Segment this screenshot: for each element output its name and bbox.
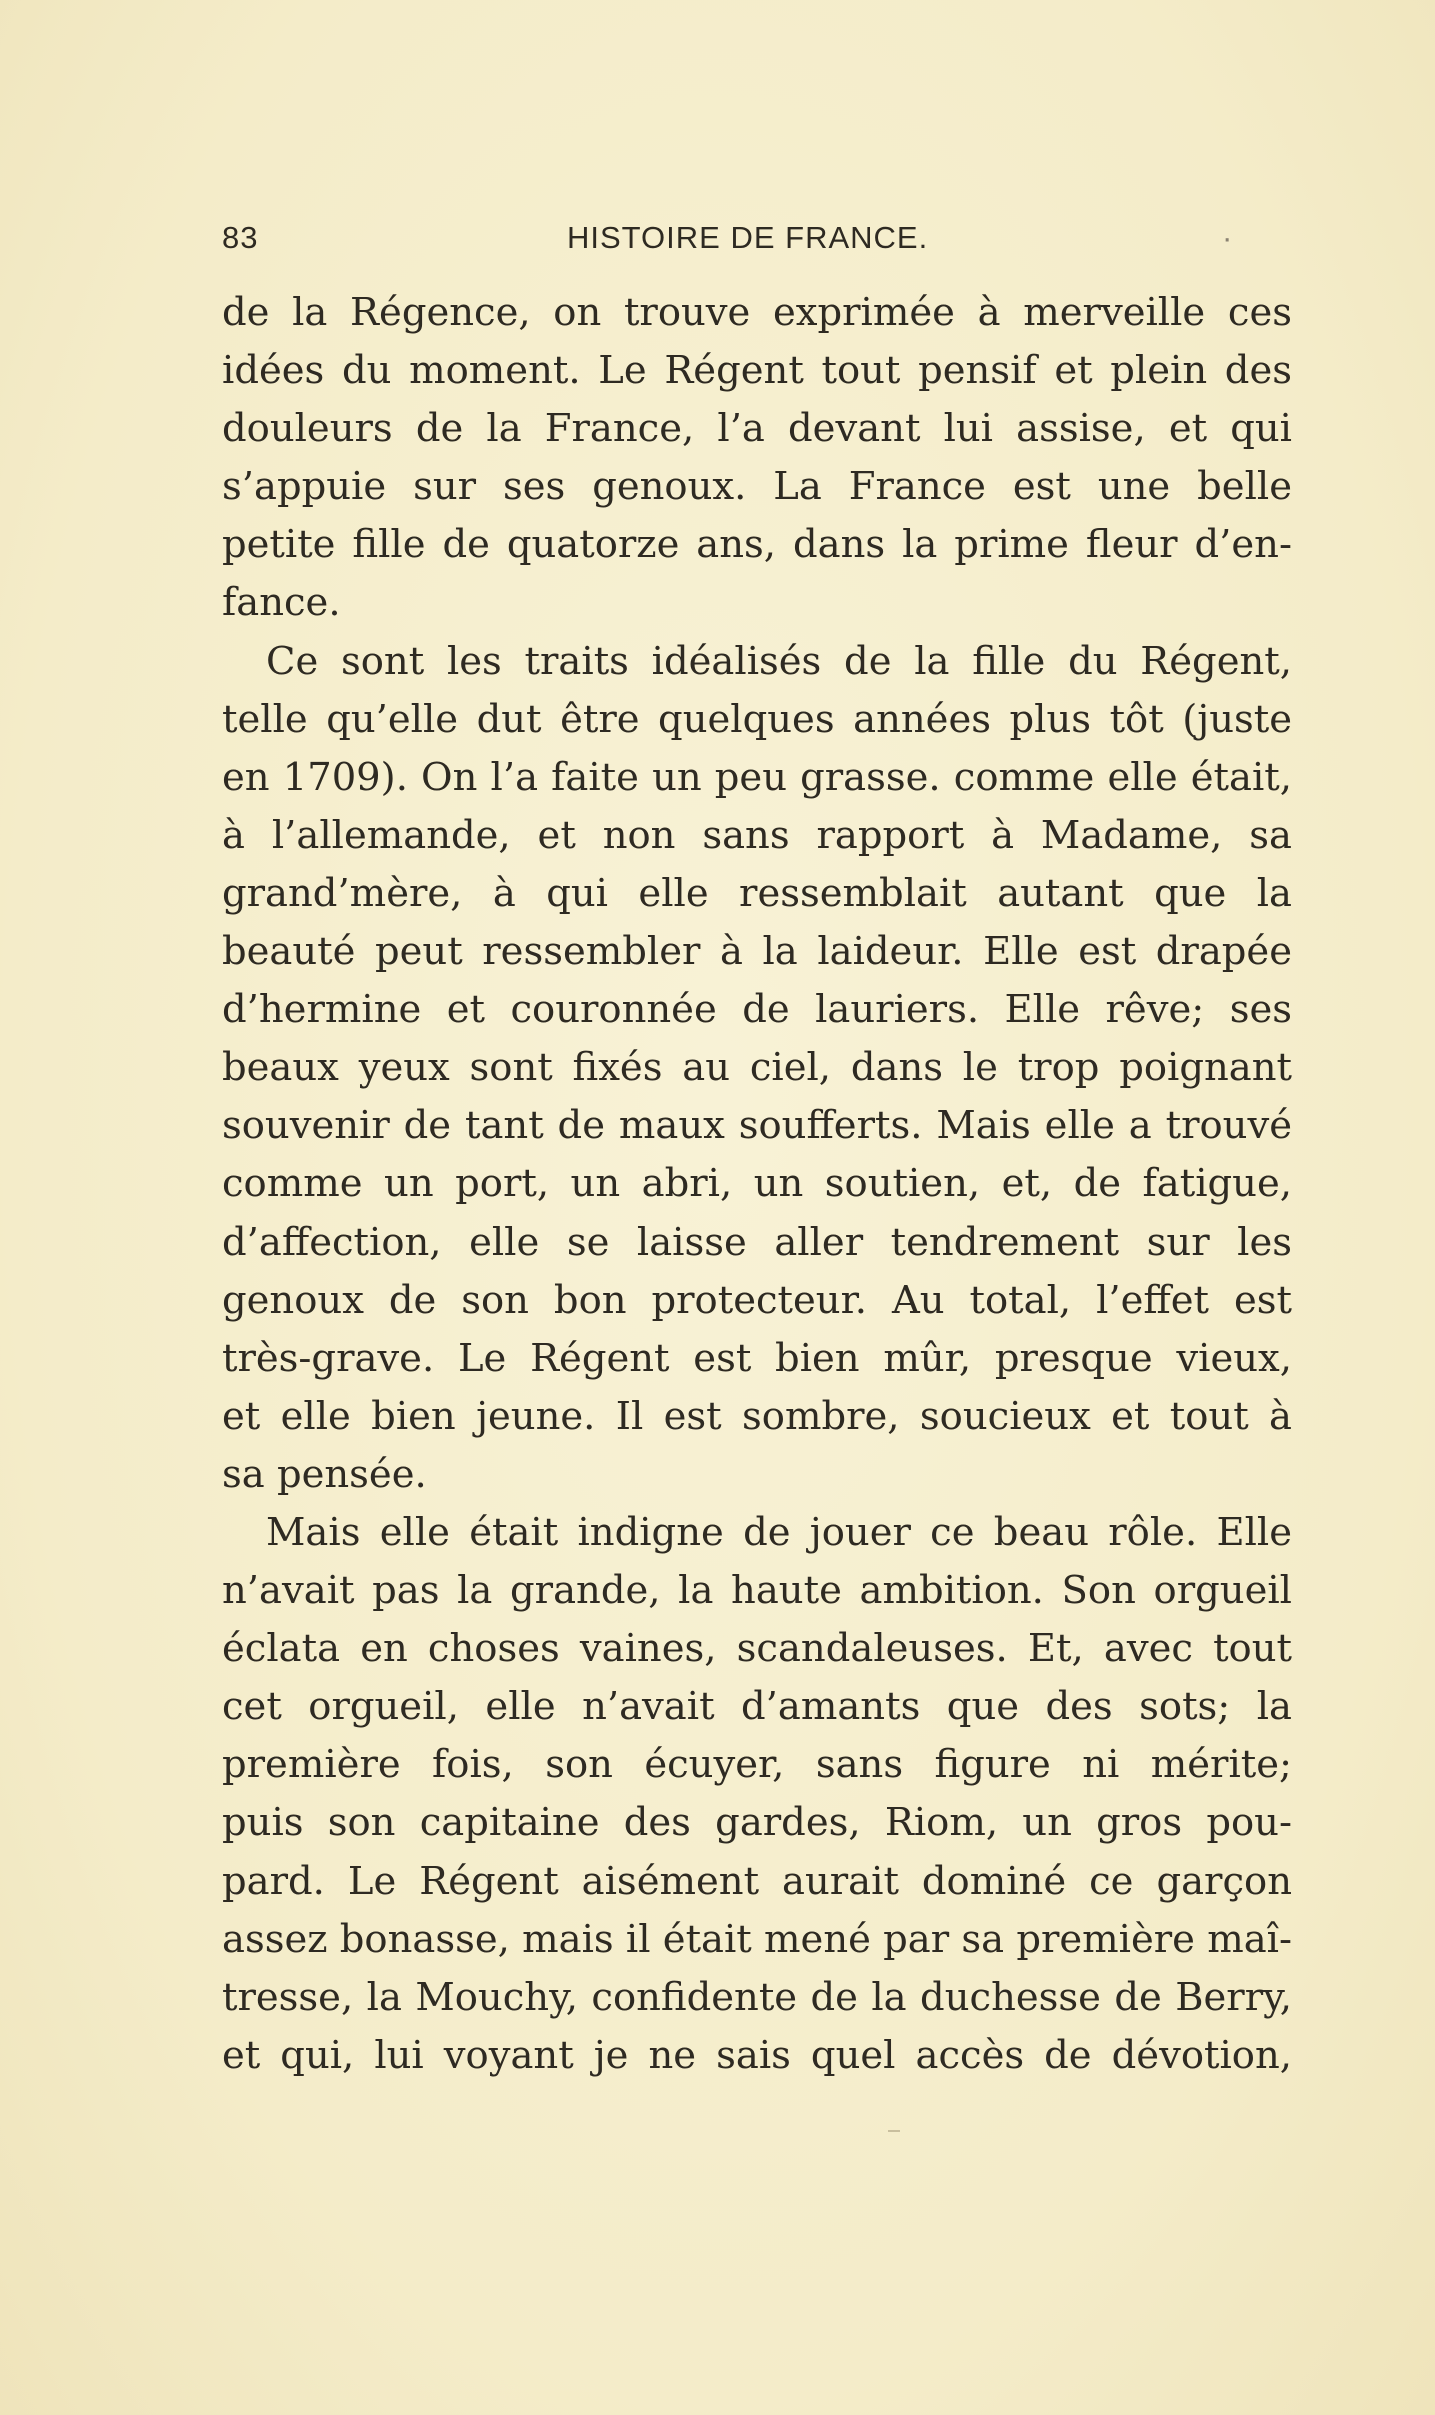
text-line: à l’allemande, et non sans rapport à Madame, sa — [222, 812, 1292, 858]
text-line: s’appuie sur ses genoux. La France est une belle — [222, 464, 1292, 510]
text-line: assez bonasse, mais il était mené par sa première maî- — [222, 1916, 1292, 1962]
text-line: fance. — [222, 580, 341, 626]
text-line: de la Régence, on trouve exprimée à merveille ces — [222, 290, 1292, 335]
text-line: et qui, lui voyant je ne sais quel accès de dévotion, — [222, 2032, 1292, 2078]
text-line: puis son capitaine des gardes, Riom, un gros pou- — [222, 1800, 1292, 1846]
page-header — [222, 212, 1292, 262]
text-line: beaux yeux sont fixés au ciel, dans le trop poignant — [222, 1045, 1292, 1091]
header-dot: · — [1222, 220, 1234, 255]
body-text — [222, 284, 1292, 2085]
text-line: Mais elle était indigne de jouer ce beau rôle. Elle — [266, 1509, 1292, 1555]
text-line: très-grave. Le Régent est bien mûr, presque vieux, — [222, 1335, 1292, 1381]
text-line: et elle bien jeune. Il est sombre, soucieux et tout à — [222, 1393, 1292, 1439]
text-line: Ce sont les traits idéalisés de la fille du Régent, — [266, 638, 1292, 684]
text-line: petite fille de quatorze ans, dans la prime fleur d’en- — [222, 522, 1292, 568]
text-line: idées du moment. Le Régent tout pensif et plein des — [222, 348, 1292, 394]
text-line: première fois, son écuyer, sans figure ni mérite; — [222, 1742, 1292, 1788]
text-line: n’avait pas la grande, la haute ambition. Son orgueil — [222, 1568, 1292, 1614]
text-line: sa pensée. — [222, 1451, 427, 1497]
text-line: tresse, la Mouchy, confidente de la duchesse de Berry, — [222, 1974, 1292, 2020]
text-line: cet orgueil, elle n’avait d’amants que des sots; la — [222, 1684, 1292, 1730]
text-line: beauté peut ressembler à la laideur. Elle est drapée — [222, 929, 1292, 975]
text-line: éclata en choses vaines, scandaleuses. Et, avec tout — [222, 1626, 1292, 1672]
text-line: douleurs de la France, l’a devant lui assise, et qui — [222, 406, 1292, 452]
text-line: genoux de son bon protecteur. Au total, l’effet est — [222, 1277, 1292, 1323]
text-line: souvenir de tant de maux soufferts. Mais elle a trouvé — [222, 1103, 1292, 1149]
page-number: 83 — [222, 220, 259, 255]
text-line: comme un port, un abri, un soutien, et, de fatigue, — [222, 1161, 1292, 1207]
text-line: telle qu’elle dut être quelques années plus tôt (juste — [222, 696, 1292, 742]
text-line: grand’mère, à qui elle ressemblait autant que la — [222, 870, 1292, 916]
running-title: HISTOIRE DE FRANCE. — [567, 220, 929, 255]
text-line: en 1709). On l’a faite un peu grasse. comme elle était, — [222, 754, 1292, 800]
text-line: d’hermine et couronnée de lauriers. Elle rêve; ses — [222, 987, 1292, 1033]
text-line: d’affection, elle se laisse aller tendrement sur les — [222, 1219, 1292, 1265]
bottom-mark — [888, 2130, 900, 2132]
text-line: pard. Le Régent aisément aurait dominé ce garçon — [222, 1858, 1292, 1904]
